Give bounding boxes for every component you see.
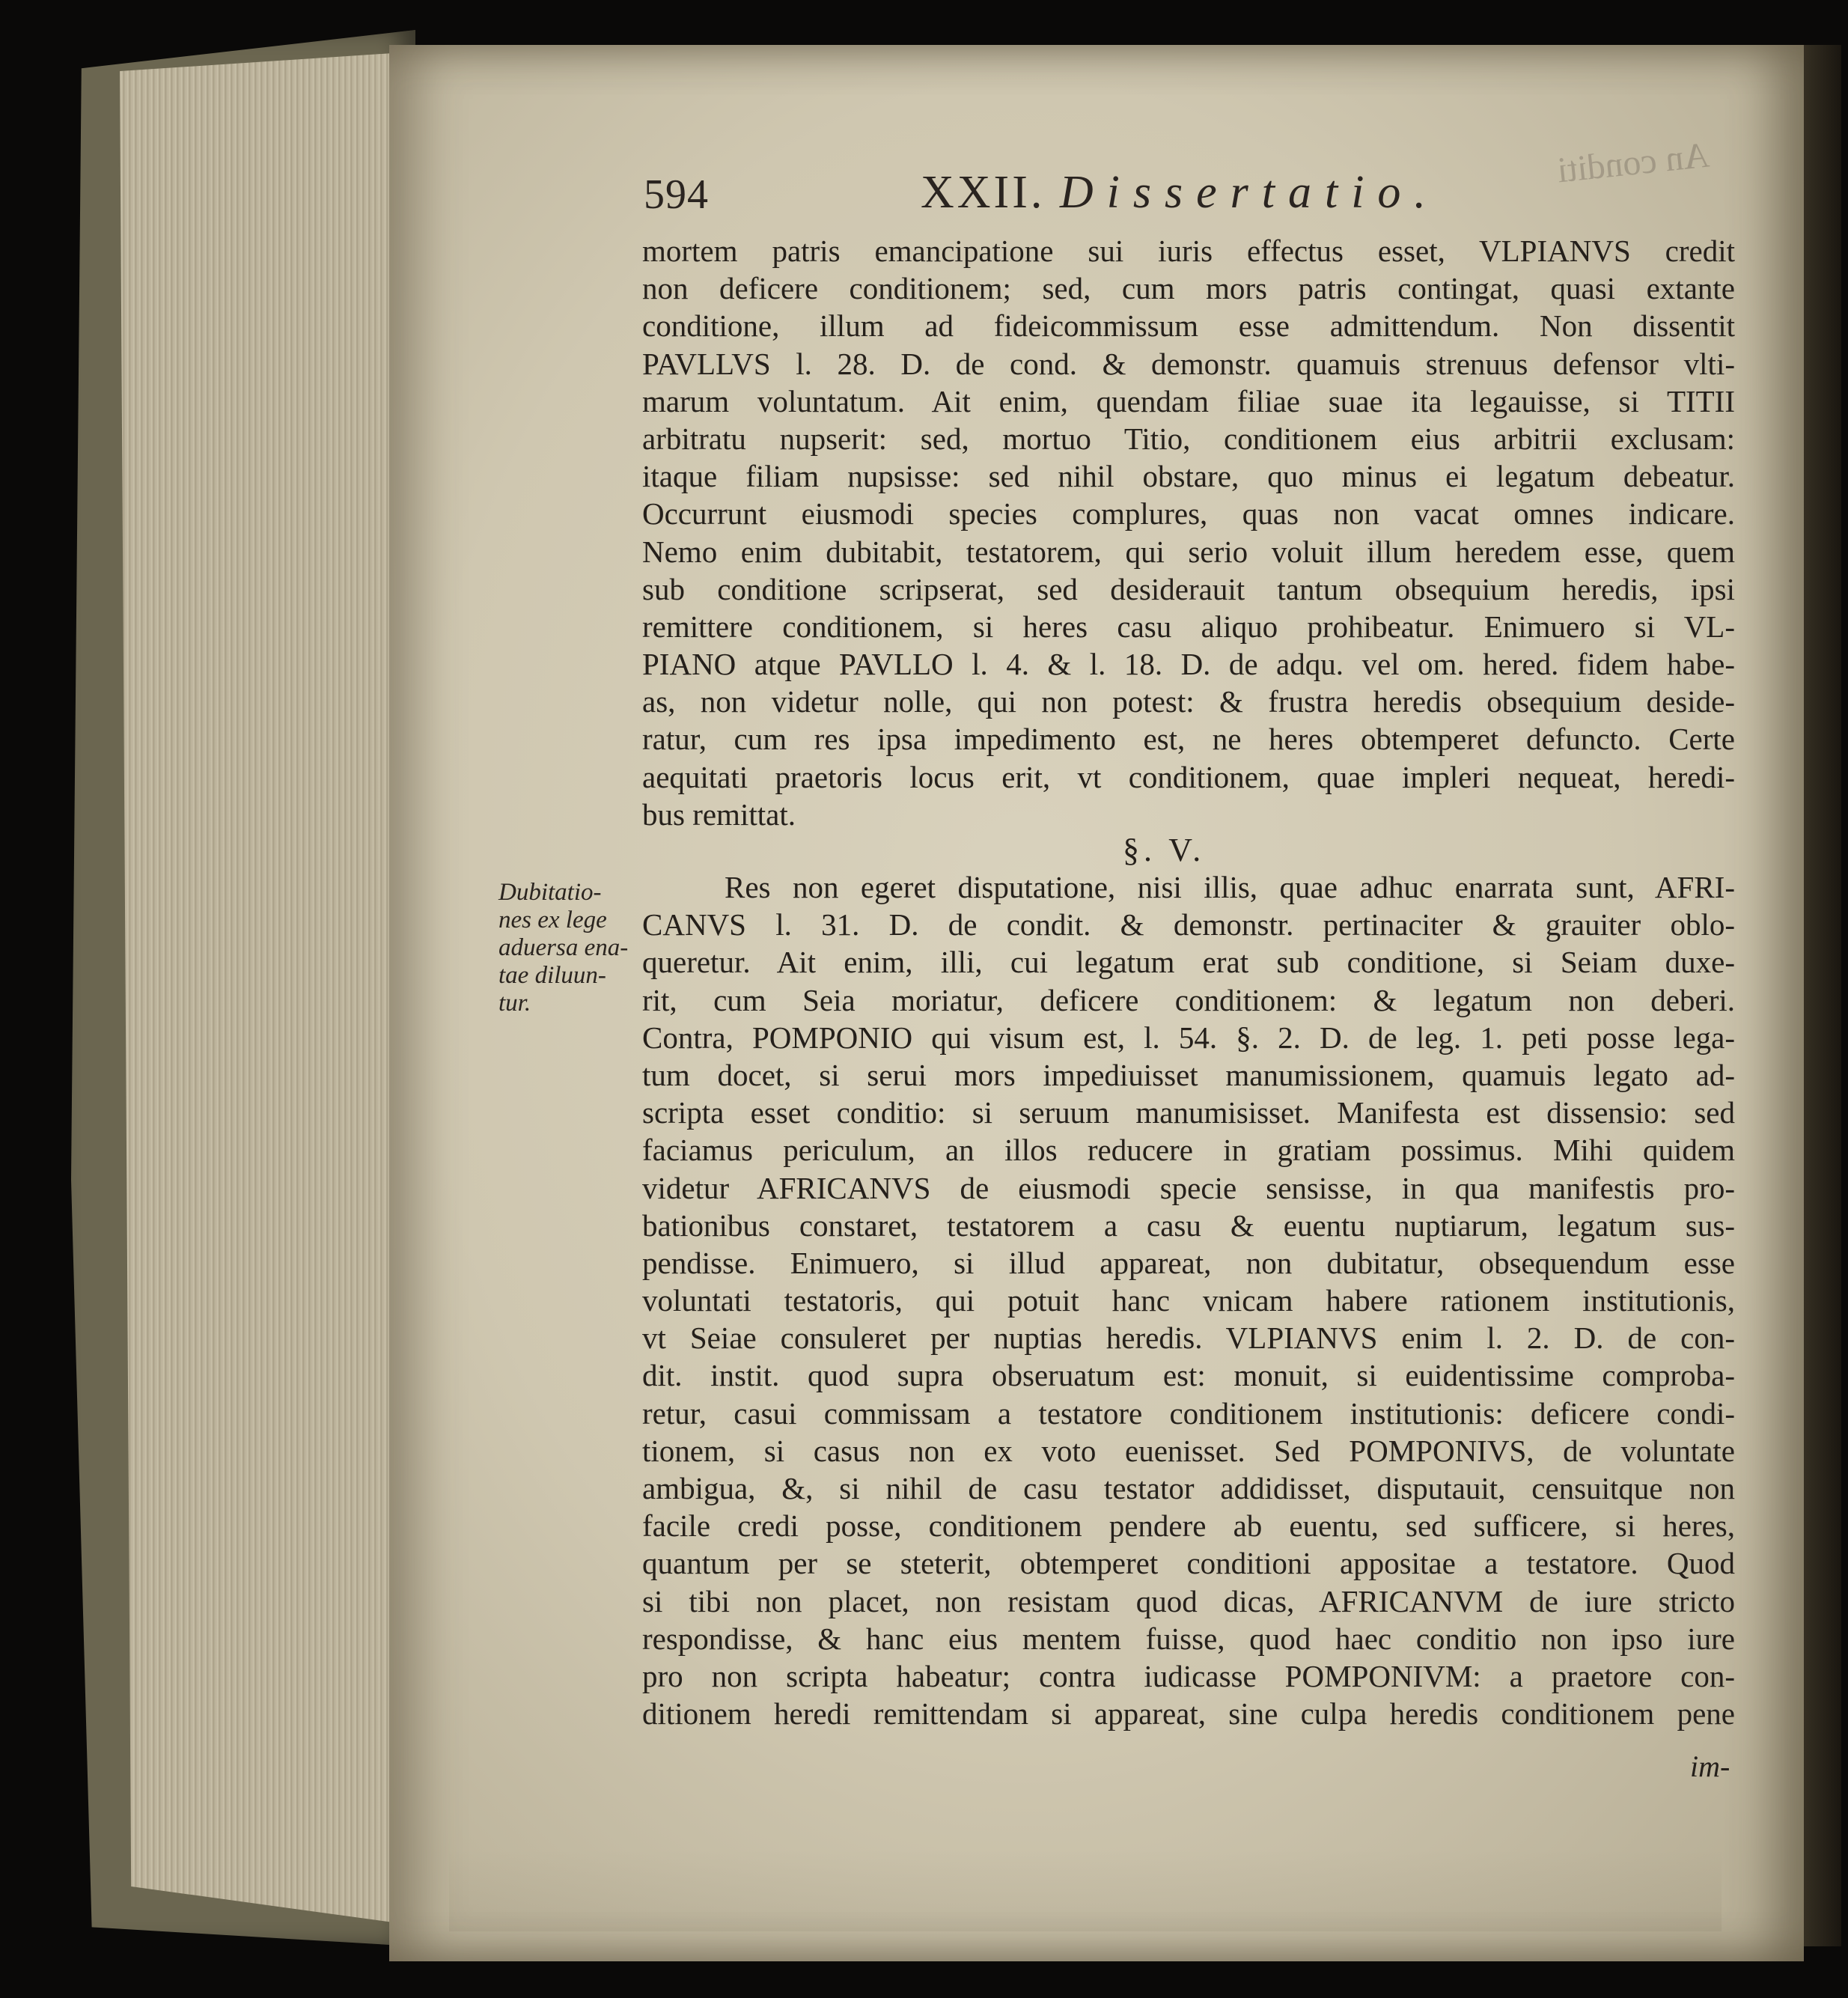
text-line: sub conditione scripserat, sed desiderauit tantum obsequium heredis, ipsi	[642, 571, 1735, 606]
text-line: vt Seiae consuleret per nuptias heredis. VLPIANVS enim l. 2. D. de con-	[642, 1321, 1735, 1356]
marginal-note-line: nes ex lege	[498, 907, 607, 933]
text-line: voluntati testatoris, qui potuit hanc vnicam habere rationem institutionis,	[642, 1283, 1735, 1318]
running-title-word: Dissertatio.	[1059, 167, 1439, 218]
text-line: ratur, cum res ipsa impedimento est, ne heres obtemperet defuncto. Certe	[642, 722, 1735, 757]
text-line: tum docet, si serui mors impediuisset manumissionem, quamuis legato ad-	[642, 1057, 1735, 1092]
page-shading	[449, 1849, 1722, 1931]
text-line: PIANO atque PAVLLO l. 4. & l. 18. D. de adqu. vel om. hered. fidem habe-	[642, 647, 1735, 682]
page-header	[644, 167, 1736, 231]
text-line: quantum per se steterit, obtemperet conditioni appositae a testatore. Quod	[642, 1546, 1735, 1581]
catchword: im-	[1690, 1749, 1730, 1783]
bleed-through-text: An conditi	[1555, 135, 1712, 191]
text-line: arbitratu nupserit: sed, mortuo Titio, conditionem eius arbitrii exclusam:	[642, 421, 1735, 456]
text-line: tionem, si casus non ex voto euenisset. Sed POMPONIVS, de voluntate	[642, 1433, 1735, 1468]
text-line: queretur. Ait enim, illi, cui legatum erat sub conditione, si Seiam duxe-	[642, 945, 1735, 980]
section-heading: §. V.	[1123, 832, 1206, 868]
text-line: ambigua, &, si nihil de casu testator addidisset, disputauit, censuitque non	[642, 1471, 1735, 1505]
text-line: retur, casui commissam a testatore conditionem institutionis: deficere condi-	[642, 1395, 1735, 1431]
text-line: remittere conditionem, si heres casu aliquo prohibeatur. Enimuero si VL-	[642, 609, 1735, 644]
text-line: aequitati praetoris locus erit, vt conditionem, quae impleri nequeat, heredi-	[642, 759, 1735, 794]
text-line: pro non scripta habeatur; contra iudicasse POMPONIVM: a praetore con-	[642, 1658, 1735, 1693]
marginal-note-line: aduersa ena-	[498, 934, 629, 961]
text-line: Contra, POMPONIO qui visum est, l. 54. §. 2. D. de leg. 1. peti posse lega-	[642, 1020, 1735, 1055]
page-number: 594	[644, 171, 709, 218]
text-line: si tibi non placet, non resistam quod dicas, AFRICANVM de iure stricto	[642, 1583, 1735, 1618]
paragraph-1	[642, 232, 1735, 833]
text-line: Res non egeret disputatione, nisi illis, quae adhuc enarrata sunt, AFRI-	[725, 870, 1735, 904]
text-line: Occurrunt eiusmodi species complures, quas non vacat omnes indicare.	[642, 496, 1735, 532]
text-line: mortem patris emancipatione sui iuris effectus esset, VLPIANVS credit	[642, 234, 1735, 268]
text-line: conditione, illum ad fideicommissum esse admittendum. Non dissentit	[642, 308, 1735, 344]
running-title	[921, 166, 1439, 219]
text-line: rit, cum Seia moriatur, deficere conditionem: & legatum non deberi.	[642, 982, 1735, 1017]
text-line: as, non videtur nolle, qui non potest: & frustra heredis obsequium deside-	[642, 684, 1735, 719]
text-line: ditionem heredi remittendam si appareat, sine culpa heredis conditionem pene	[642, 1696, 1735, 1732]
text-line: respondisse, & hanc eius mentem fuisse, quod haec conditio non ipso iure	[642, 1621, 1735, 1656]
marginal-note-line: tae diluun-	[498, 962, 606, 989]
text-line: bationibus constaret, testatorem a casu & euentu nuptiarum, legatum sus-	[642, 1207, 1735, 1243]
text-line: PAVLLVS l. 28. D. de cond. & demonstr. quamuis strenuus defensor vlti-	[642, 346, 1735, 381]
text-line: bus remittat.	[642, 797, 796, 832]
text-line: videtur AFRICANVS de eiusmodi specie sensisse, in qua manifestis pro-	[642, 1170, 1735, 1205]
marginal-note	[498, 879, 656, 1017]
text-line: Nemo enim dubitabit, testatorem, qui serio voluit illum heredem esse, quem	[642, 534, 1735, 569]
text-line: non deficere conditionem; sed, cum mors patris contingat, quasi extante	[642, 271, 1735, 306]
marginal-note-line: Dubitatio-	[498, 879, 602, 906]
text-line: itaque filiam nupsisse: sed nihil obstare, quo minus ei legatum debeatur.	[642, 459, 1735, 494]
text-line: faciamus periculum, an illos reducere in gratiam possimus. Mihi quidem	[642, 1133, 1735, 1168]
running-title-prefix: XXII.	[921, 167, 1046, 218]
paragraph-2	[642, 868, 1735, 1732]
text-line: scripta esset conditio: si seruum manumisisset. Manifesta est dissensio: sed	[642, 1095, 1735, 1130]
text-line: pendisse. Enimuero, si illud appareat, non dubitatur, obsequendum esse	[642, 1245, 1735, 1280]
text-line: facile credi posse, conditionem pendere ab euentu, sed sufficere, si heres,	[642, 1508, 1735, 1544]
text-line: marum voluntatum. Ait enim, quendam filiae suae ita legauisse, si TITII	[642, 383, 1735, 418]
page-stack-edges	[120, 52, 404, 1924]
text-line: CANVS l. 31. D. de condit. & demonstr. pertinaciter & grauiter oblo-	[642, 907, 1735, 942]
marginal-note-line: tur.	[498, 990, 531, 1017]
text-line: dit. instit. quod supra obseruatum est: monuit, si euidentissime comproba-	[642, 1358, 1735, 1393]
